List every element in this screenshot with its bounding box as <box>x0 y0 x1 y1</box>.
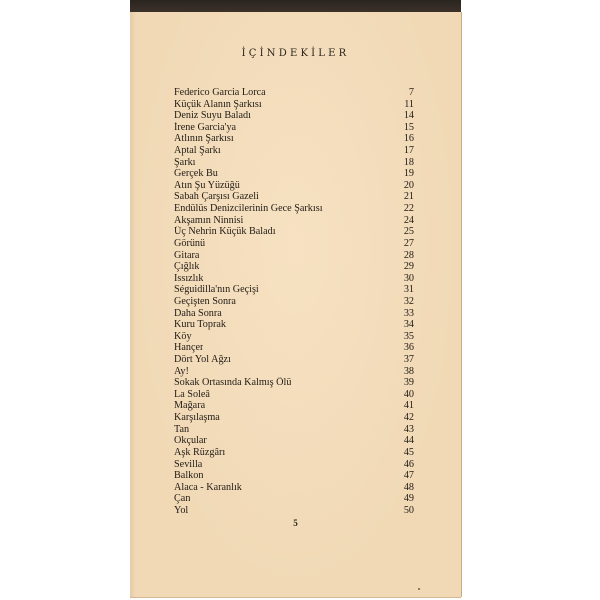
toc-entry <box>174 203 414 215</box>
toc-entry <box>174 447 414 459</box>
toc-entry-page: 47 <box>403 470 414 482</box>
toc-entry-page: 35 <box>403 330 414 342</box>
toc-entry <box>174 180 414 192</box>
toc-entry <box>174 273 414 285</box>
toc-entry <box>174 215 414 227</box>
toc-entry <box>174 191 414 203</box>
toc-entry-title: Yol <box>174 504 189 516</box>
toc-entry-title: Sevilla <box>174 458 203 470</box>
toc-entry-title: Karşılaşma <box>174 412 220 424</box>
toc-entry-title: Alaca - Karanlık <box>174 481 242 493</box>
toc-entry-page: 21 <box>403 191 414 203</box>
toc-entry <box>174 145 414 157</box>
toc-entry-title: Issızlık <box>174 272 204 284</box>
toc-entry-title: Deniz Suyu Baladı <box>174 110 251 122</box>
toc-entry-page: 39 <box>403 377 414 389</box>
toc-entry-page: 27 <box>403 237 414 249</box>
toc-entry-page: 50 <box>403 504 414 516</box>
toc-entry-page: 36 <box>403 342 414 354</box>
toc-entry <box>174 424 414 436</box>
toc-entry <box>174 250 414 262</box>
toc-entry-page: 43 <box>403 423 414 435</box>
toc-entry <box>174 110 414 122</box>
toc-entry <box>174 157 414 169</box>
toc-entry <box>174 238 414 250</box>
toc-entry-title: Sabah Çarşısı Gazeli <box>174 191 259 203</box>
toc-entry <box>174 505 414 517</box>
toc-entry-page: 32 <box>403 295 414 307</box>
toc-entry-title: Gitara <box>174 249 200 261</box>
toc-entry-page: 48 <box>403 481 414 493</box>
toc-entry <box>174 226 414 238</box>
page-number: 5 <box>293 518 298 528</box>
toc-entry-page: 49 <box>403 493 414 505</box>
toc-entry-page: 11 <box>404 98 414 110</box>
toc-entry-page: 29 <box>403 261 414 273</box>
toc-entry <box>174 331 414 343</box>
toc-entry-title: İrene Garcia'ya <box>174 121 237 133</box>
toc-entry-page: 44 <box>403 435 414 447</box>
toc-entry <box>174 168 414 180</box>
toc-entry-page: 15 <box>403 121 414 133</box>
toc-entry-title: Gerçek Bu <box>174 168 218 180</box>
toc-entry-title: Dört Yol Ağzı <box>174 354 231 366</box>
toc-entry-page: 24 <box>403 214 414 226</box>
toc-entry-page: 19 <box>403 168 414 180</box>
toc-entry-page: 38 <box>403 365 414 377</box>
toc-entry-page: 25 <box>403 226 414 238</box>
toc-entry-page: 33 <box>403 307 414 319</box>
toc-entry-title: Atın Şu Yüzüğü <box>174 179 240 191</box>
toc-entry-page: 34 <box>403 319 414 331</box>
toc-entry <box>174 122 414 134</box>
toc-entry <box>174 377 414 389</box>
toc-entry-page: 46 <box>403 458 414 470</box>
toc-entry-page: 45 <box>403 446 414 458</box>
toc-entry-title: Aşk Rüzgârı <box>174 446 226 458</box>
toc-entry-page: 42 <box>403 412 414 424</box>
toc-entry-page: 41 <box>403 400 414 412</box>
toc-entry <box>174 319 414 331</box>
toc-entry <box>174 308 414 320</box>
toc-entry-title: Köy <box>174 330 192 342</box>
toc-entry-title: Séguidilla'nın Geçişi <box>174 284 259 296</box>
toc-entry-title: Üç Nehrin Küçük Baladı <box>174 226 276 238</box>
toc-entry-title: Okçular <box>174 435 207 447</box>
toc-entry-page: 20 <box>403 179 414 191</box>
toc-entry-title: Akşamın Ninnisi <box>174 214 244 226</box>
toc-entry <box>174 284 414 296</box>
toc-entry-title: Ay! <box>174 365 189 377</box>
toc-entry-page: 17 <box>403 145 414 157</box>
toc-entry <box>174 133 414 145</box>
toc-entry <box>174 493 414 505</box>
table-of-contents <box>174 87 414 517</box>
toc-entry <box>174 87 414 99</box>
toc-entry <box>174 366 414 378</box>
toc-entry <box>174 389 414 401</box>
book-page <box>130 12 461 597</box>
toc-entry-title: Küçük Alanın Şarkısı <box>174 98 262 110</box>
toc-entry-title: Endülüs Denizcilerinin Gece Şarkısı <box>174 203 323 215</box>
toc-entry-page: 22 <box>403 203 414 215</box>
toc-entry-title: Geçişten Sonra <box>174 295 236 307</box>
toc-entry <box>174 261 414 273</box>
toc-entry <box>174 482 414 494</box>
toc-entry-title: Balkon <box>174 470 204 482</box>
toc-entry-title: La Soleâ <box>174 388 210 400</box>
toc-entry <box>174 354 414 366</box>
toc-entry-title: Aptal Şarkı <box>174 145 221 157</box>
toc-entry-title: Görünü <box>174 237 206 249</box>
toc-entry <box>174 459 414 471</box>
toc-entry-page: 40 <box>403 388 414 400</box>
paper-speck <box>418 588 420 590</box>
toc-entry-page: 30 <box>403 272 414 284</box>
toc-entry <box>174 99 414 111</box>
toc-entry-title: Çan <box>174 493 191 505</box>
toc-entry-title: Çığlık <box>174 261 200 273</box>
toc-entry-title: Atlının Şarkısı <box>174 133 234 145</box>
toc-entry-title: Şarkı <box>174 156 196 168</box>
toc-entry-title: Hançer <box>174 342 204 354</box>
toc-entry <box>174 470 414 482</box>
toc-entry <box>174 296 414 308</box>
toc-entry-title: Kuru Toprak <box>174 319 227 331</box>
page-top-edge <box>130 0 461 12</box>
toc-entry-page: 14 <box>403 110 414 122</box>
toc-entry-title: Daha Sonra <box>174 307 222 319</box>
toc-entry-page: 28 <box>403 249 414 261</box>
toc-heading: İÇİNDEKİLER <box>241 48 350 59</box>
toc-entry <box>174 400 414 412</box>
toc-entry-title: Sokak Ortasında Kalmış Ölü <box>174 377 292 389</box>
toc-entry-page: 7 <box>408 87 414 98</box>
toc-entry <box>174 435 414 447</box>
toc-entry-page: 37 <box>403 354 414 366</box>
toc-entry-title: Mağara <box>174 400 206 412</box>
toc-entry-title: Tan <box>174 423 190 435</box>
toc-entry-title: Federico Garcia Lorca <box>174 87 266 98</box>
toc-entry-page: 16 <box>403 133 414 145</box>
toc-entry-page: 31 <box>403 284 414 296</box>
toc-entry <box>174 412 414 424</box>
toc-entry <box>174 342 414 354</box>
toc-entry-page: 18 <box>403 156 414 168</box>
